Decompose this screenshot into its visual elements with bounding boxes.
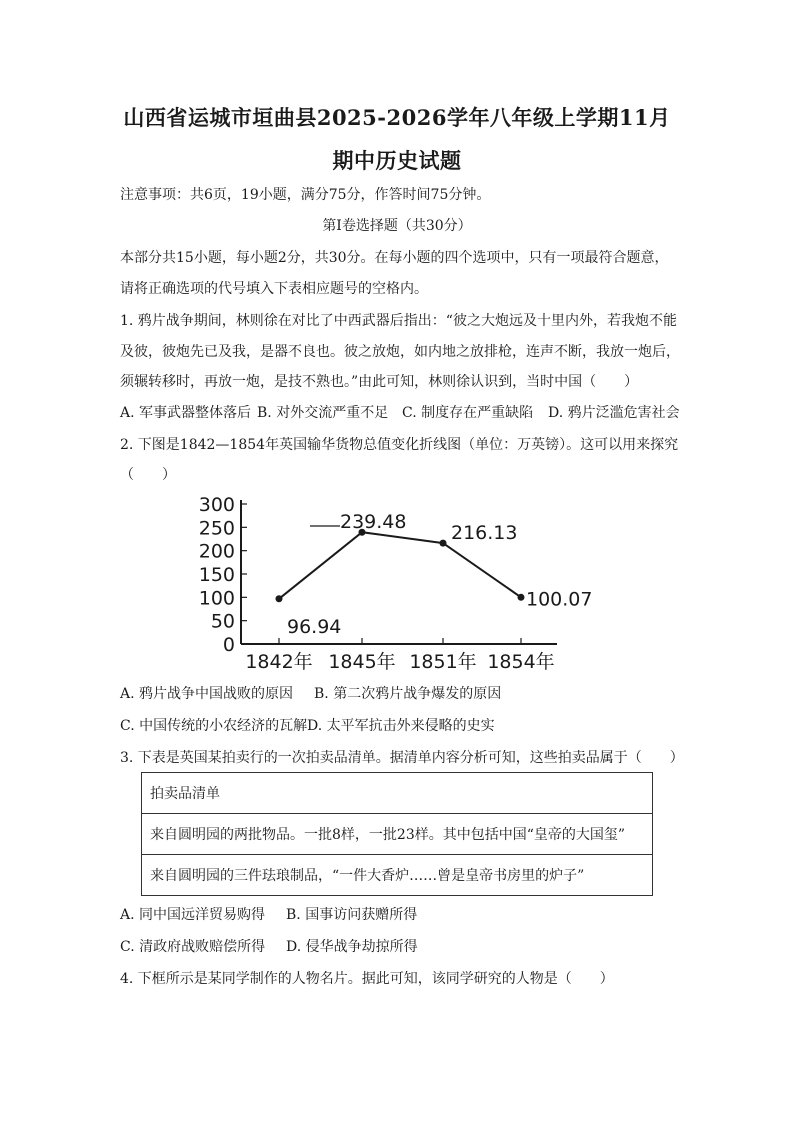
exam-title-line1: 山西省运城市垣曲县2025-2026学年八年级上学期11月 <box>123 105 671 130</box>
section-intro-line: 请将正确选项的代号填入下表相应题号的空格内。 <box>120 281 428 297</box>
data-label: 239.48 <box>340 511 407 534</box>
data-point <box>276 595 283 602</box>
y-tick-label: 0 <box>222 634 235 656</box>
table-cell: 拍卖品清单 <box>142 773 653 814</box>
data-label: 216.13 <box>451 522 518 545</box>
q3-options-row1 <box>120 905 690 925</box>
q1-stem-line: 须辗转移时，再放一炮，是技不熟也。”由此可知，林则徐认识到，当时中国（ ） <box>120 374 639 390</box>
x-tick-label: 1851年 <box>409 651 477 673</box>
y-tick-label: 250 <box>198 517 235 540</box>
q2-stem-line: （ ） <box>120 467 176 483</box>
chart-svg <box>192 490 593 675</box>
y-tick-label: 200 <box>198 540 235 563</box>
q2-option-a[interactable]: A. 鸦片战争中国战败的原因 <box>120 686 294 702</box>
q2-option-b[interactable]: B. 第二次鸦片战争爆发的原因 <box>314 686 502 702</box>
q1-stem-line: 及彼，彼炮先已及我，是器不良也。彼之放炮，如内地之放排枪，连声不断，我放一炮后， <box>120 344 680 360</box>
x-tick-label: 1842年 <box>245 651 313 673</box>
q1-option-b[interactable]: B. 对外交流严重不足 <box>257 405 389 421</box>
q4-stem: 4. 下框所示是某同学制作的人物名片。据此可知，该同学研究的人物是（ ） <box>120 971 614 987</box>
q1-stem-line: 1. 鸦片战争期间，林则徐在对比了中西武器后指出：“彼之大炮远及十里内外，若我炮不能 <box>120 313 677 329</box>
table-cell: 来自圆明园的三件珐琅制品，“一件大香炉……曾是皇帝书房里的炉子” <box>142 855 653 896</box>
y-tick-label: 150 <box>198 564 235 586</box>
y-tick-label: 100 <box>198 587 235 610</box>
auction-list-table <box>141 772 653 896</box>
q1-options <box>120 403 690 423</box>
q2-option-c[interactable]: C. 中国传统的小农经济的瓦解 <box>120 718 308 734</box>
q3-option-b[interactable]: B. 国事访问获赠所得 <box>286 907 418 923</box>
q3-option-d[interactable]: D. 侵华战争劫掠所得 <box>286 939 418 955</box>
q1-option-c[interactable]: C. 制度存在严重缺陷 <box>402 405 534 421</box>
q2-options-row2 <box>120 716 690 736</box>
exam-title-line2: 期中历史试题 <box>332 148 462 173</box>
table-row <box>142 773 653 814</box>
data-label: 100.07 <box>526 588 593 611</box>
q3-stem: 3. 下表是英国某拍卖行的一次拍卖品清单。据清单内容分析可知，这些拍卖品属于（ ） <box>120 750 684 766</box>
q3-options-row2 <box>120 937 690 957</box>
q2-options-row1 <box>120 684 690 704</box>
table-row <box>142 855 653 896</box>
q3-option-a[interactable]: A. 同中国远洋贸易购得 <box>120 907 266 923</box>
table-row <box>142 814 653 855</box>
q2-option-d[interactable]: D. 太平军抗击外来侵略的史实 <box>307 718 495 734</box>
data-label: 96.94 <box>287 615 342 638</box>
data-point <box>518 594 525 601</box>
y-tick-label: 50 <box>210 610 235 633</box>
q1-option-a[interactable]: A. 军事武器整体落后 <box>120 405 252 421</box>
x-tick-label: 1845年 <box>328 651 396 673</box>
table-cell: 来自圆明园的两批物品。一批8样，一批23样。其中包括中国“皇帝的大国玺” <box>142 814 653 855</box>
y-tick-label: 300 <box>198 494 235 516</box>
export-value-line-chart <box>192 490 593 675</box>
section-intro-line: 本部分共15小题，每小题2分，共30分。在每小题的四个选项中，只有一项最符合题意， <box>120 250 669 266</box>
q1-option-d[interactable]: D. 鸦片泛滥危害社会 <box>548 405 680 421</box>
q2-stem-line: 2. 下图是1842—1854年英国输华货物总值变化折线图（单位：万英镑）。这可以用来探究 <box>120 437 679 453</box>
section-heading: 第Ⅰ卷选择题（共30分） <box>322 218 472 234</box>
notice-text: 注意事项：共6页，19小题，满分75分，作答时间75分钟。 <box>120 187 491 203</box>
data-point <box>440 540 447 547</box>
q3-option-c[interactable]: C. 清政府战败赔偿所得 <box>120 939 266 955</box>
x-tick-label: 1854年 <box>487 651 555 673</box>
